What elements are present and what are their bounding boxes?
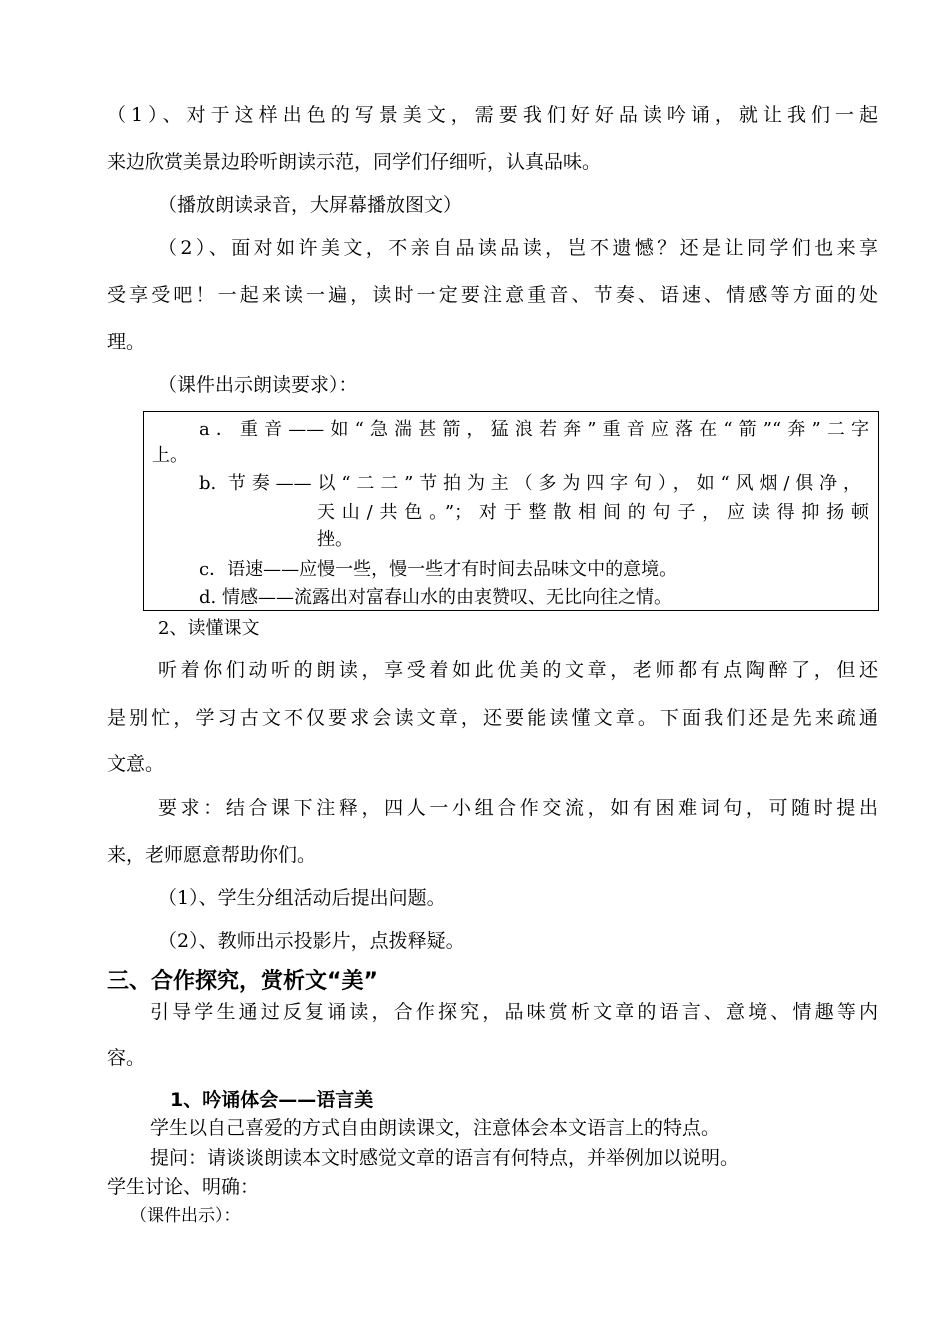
requirement-stress: a．重音——如“急湍甚箭，猛浪若奔”重音应落在“箭”“奔”二字 [199,419,869,440]
paragraph-line: 来，老师愿意帮助你们。 [107,844,317,866]
requirement-rhythm-cont: 天山/共色。”；对于整散相间的句子，应读得抑扬顿 [317,502,869,523]
paragraph-line: （2）、教师出示投影片，点拨释疑。 [158,930,465,952]
paragraph-line: 受享受吧！一起来读一遍，读时一定要注意重音、节奏、语速、情感等方面的处 [107,284,878,306]
paragraph-line: 来边欣赏美景边聆听朗读示范，同学们仔细听，认真品味。 [107,151,602,173]
requirement-emotion: d. 情感——流露出对富春山水的由衷赞叹、无比向往之情。 [199,587,672,608]
paragraph-line: 理。 [107,331,146,353]
paragraph-line: 要求：结合课下注释，四人一小组合作交流，如有困难词句，可随时提出 [158,797,878,819]
paragraph-line: （课件出示朗读要求）： [158,374,358,396]
paragraph-line: 听着你们动听的朗读，享受着如此优美的文章，老师都有点陶醉了，但还 [158,659,878,681]
paragraph-line: （1）、学生分组活动后提出问题。 [158,887,446,909]
paragraph-line: 是别忙，学习古文不仅要求会读文章，还要能读懂文章。下面我们还是先来疏通 [107,707,878,729]
requirement-stress-cont: 上。 [152,445,188,466]
paragraph-line: 提问：请谈谈朗读本文时感觉文章的语言有何特点，并举例加以说明。 [150,1147,740,1169]
requirement-rhythm: b. 节奏——以“二二”节拍为主（多为四字句），如“风烟/俱净， [199,473,861,494]
paragraph-line: （2）、面对如许美文，不亲自品读品读，岂不遗憾？还是让同学们也来享 [158,237,878,259]
paragraph-line: （课件出示）： [130,1206,241,1226]
paragraph-line: 引导学生通过反复诵读，合作探究，品味赏析文章的语言、意境、情趣等内 [150,1001,878,1023]
paragraph-line: 学生以自己喜爱的方式自由朗读课文，注意体会本文语言上的特点。 [150,1117,721,1139]
subsection-heading: 1、吟诵体会——语言美 [170,1089,374,1111]
paragraph-line: 学生讨论、明确： [107,1176,260,1198]
section-heading: 三、合作探究，赏析文“美” [107,969,378,994]
paragraph-line: （1）、对于这样出色的写景美文，需要我们好好品读吟诵，就让我们一起 [107,104,878,126]
requirement-rhythm-cont2: 挫。 [317,529,353,550]
requirement-speed: c．语速——应慢一些，慢一些才有时间去品味文中的意境。 [199,559,678,580]
paragraph-line: 容。 [107,1047,146,1069]
paragraph-line: 文意。 [107,753,165,775]
section-subheading: 2、读懂课文 [158,618,260,639]
paragraph-line: （播放朗读录音，大屏幕播放图文） [158,194,463,216]
reading-requirements-box [143,411,879,611]
